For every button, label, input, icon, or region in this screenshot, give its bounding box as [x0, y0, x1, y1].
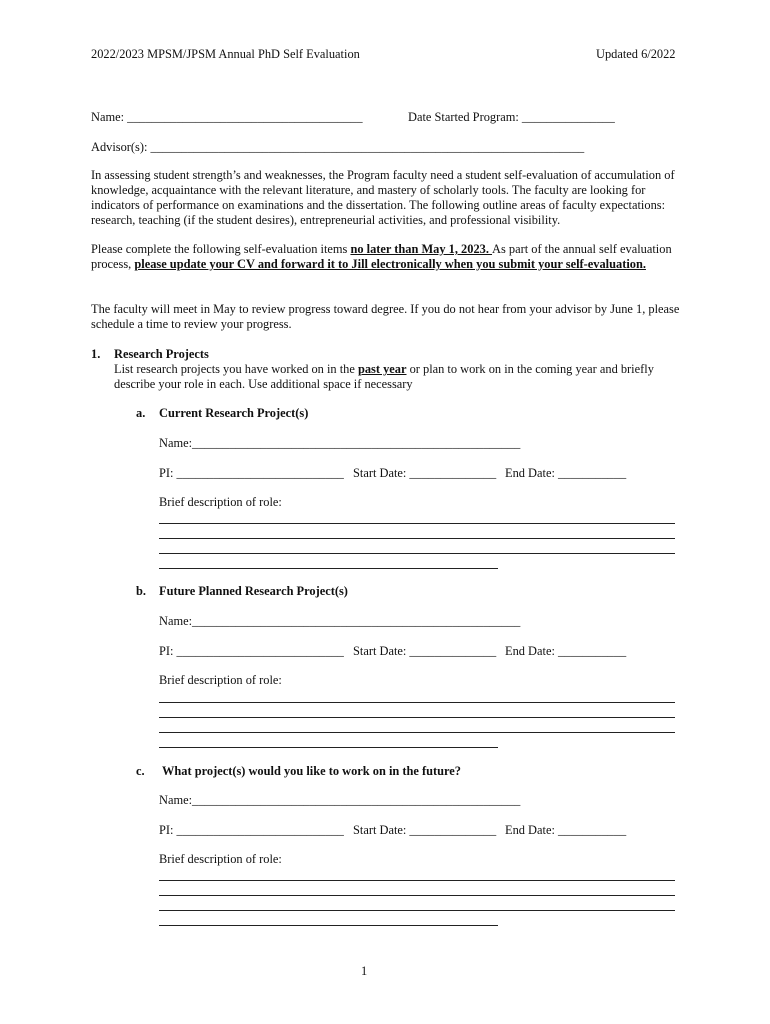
- answer-line[interactable]: [159, 910, 675, 911]
- name-field[interactable]: Name: ______________________________________: [91, 110, 363, 124]
- instruction-text-2: As part of the annual self evaluation process,: [91, 242, 672, 271]
- answer-line[interactable]: [159, 538, 675, 539]
- role-description-label: Brief description of role:: [159, 852, 282, 866]
- advisors-field[interactable]: Advisor(s): ______________________________________________________________________: [91, 140, 585, 154]
- pi-field[interactable]: PI: ___________________________: [159, 823, 344, 837]
- answer-line[interactable]: [159, 702, 675, 703]
- subsection-letter: a.: [136, 406, 146, 420]
- intro-paragraph-2: [91, 242, 691, 272]
- intro-paragraph-3: The faculty will meet in May to review progress toward degree. If you do not hear from your advisor by June 1, please schedule a time to review your progress.: [91, 302, 680, 331]
- intro-paragraph-1: In assessing student strength’s and weaknesses, the Program faculty need a student self-evaluation of accumulation of knowledge, acquaintance with the relevant literature, and mastery of scholarly tools. The faculty are looking for indicators of performance on examinations and the dissertation. The following outline areas of faculty expectations: research, teaching (if the student desires), entrepreneurial activities, and professional visibility.: [91, 168, 675, 227]
- document-title: 2022/2023 MPSM/JPSM Annual PhD Self Evaluation: [91, 47, 360, 61]
- answer-line[interactable]: [159, 925, 498, 926]
- project-name-field[interactable]: Name:_____________________________________________________: [159, 614, 521, 628]
- subsection-letter: c.: [136, 764, 145, 778]
- answer-line[interactable]: [159, 717, 675, 718]
- answer-line[interactable]: [159, 732, 675, 733]
- answer-line[interactable]: [159, 568, 498, 569]
- deadline-text: no later than May 1, 2023.: [350, 242, 493, 256]
- start-date-field[interactable]: Start Date: ______________: [353, 823, 497, 837]
- subsection-title: Future Planned Research Project(s): [159, 584, 348, 598]
- past-year-emphasis: past year: [357, 362, 407, 376]
- pi-field[interactable]: PI: ___________________________: [159, 644, 344, 658]
- date-started-field[interactable]: Date Started Program: _______________: [408, 110, 615, 124]
- subsection-title: Current Research Project(s): [159, 406, 309, 420]
- answer-line[interactable]: [159, 553, 675, 554]
- answer-line[interactable]: [159, 747, 498, 748]
- section-description: List research projects you have worked on in the past year or plan to work on in the coming year and briefly: [114, 362, 654, 376]
- subsection-letter: b.: [136, 584, 146, 598]
- cv-instruction: please update your CV and forward it to Jill electronically when you submit your self-evaluation.: [134, 257, 646, 271]
- section-description-line2: describe your role in each. Use additional space if necessary: [114, 377, 413, 391]
- answer-line[interactable]: [159, 523, 675, 524]
- end-date-field[interactable]: End Date: ___________: [505, 466, 627, 480]
- page-number: 1: [361, 964, 368, 978]
- project-name-field[interactable]: Name:_____________________________________________________: [159, 793, 521, 807]
- project-name-field[interactable]: Name:_____________________________________________________: [159, 436, 521, 450]
- end-date-field[interactable]: End Date: ___________: [505, 644, 627, 658]
- section-number: 1.: [91, 347, 101, 361]
- instruction-text: Please complete the following self-evaluation items: [91, 242, 351, 256]
- answer-line[interactable]: [159, 880, 675, 881]
- start-date-field[interactable]: Start Date: ______________: [353, 466, 497, 480]
- answer-line[interactable]: [159, 895, 675, 896]
- pi-field[interactable]: PI: ___________________________: [159, 466, 344, 480]
- role-description-label: Brief description of role:: [159, 673, 282, 687]
- subsection-title: What project(s) would you like to work on in the future?: [162, 764, 461, 778]
- role-description-label: Brief description of role:: [159, 495, 282, 509]
- section-title: Research Projects: [114, 347, 209, 361]
- updated-date: Updated 6/2022: [596, 47, 676, 61]
- end-date-field[interactable]: End Date: ___________: [505, 823, 627, 837]
- start-date-field[interactable]: Start Date: ______________: [353, 644, 497, 658]
